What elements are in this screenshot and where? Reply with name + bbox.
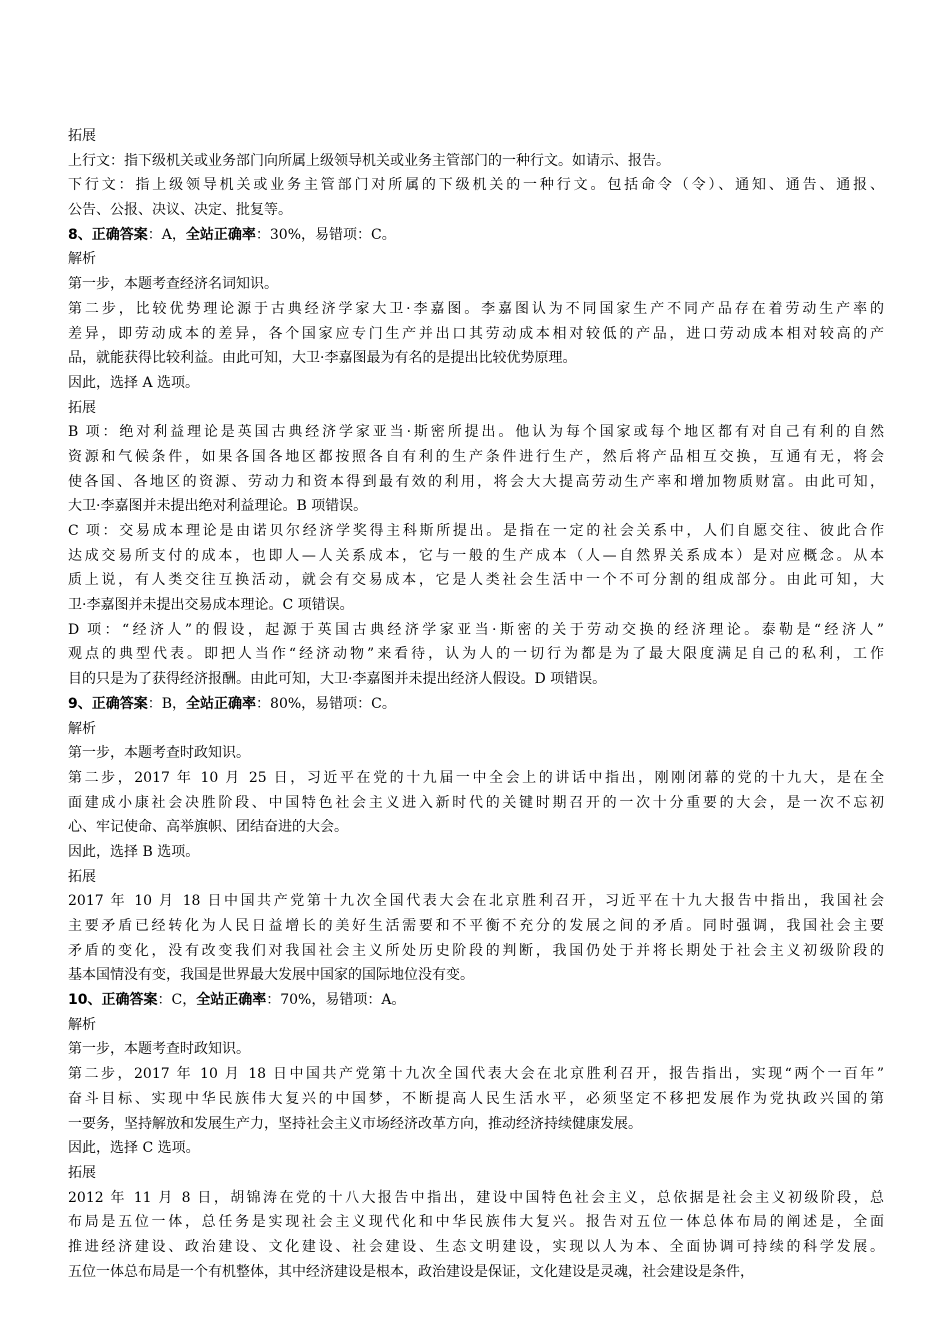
text-line: B 项：绝对利益理论是英国古典经济学家亚当·斯密所提出。他认为每个国家或每个地区都有对自己有利的自然: [68, 424, 884, 441]
text-line: 资源和气候条件，如果各国各地区都按照各自有利的生产条件进行生产，然后将产品相互交换，互通有无，将会: [68, 448, 884, 465]
paragraph: [68, 1062, 884, 1136]
paragraph: [68, 889, 884, 988]
text-line: 因此，选择 B 选项。: [68, 843, 200, 860]
paragraph: [68, 1037, 884, 1062]
answer-rate: ：70%，易错项：A。: [266, 992, 406, 1009]
answer-rate: ：80%，易错项：C。: [256, 695, 396, 712]
section-label: 解析: [68, 1016, 96, 1033]
section-label: 拓展: [68, 1164, 96, 1181]
text-line: 第二步，2017 年 10 月 25 日，习近平在党的十九届一中全会上的讲话中指出，刚刚闭幕的党的十九大，是在全: [68, 769, 884, 786]
section-label: 解析: [68, 720, 96, 737]
text-line: 矛盾的变化，没有改变我们对我国社会主义所处历史阶段的判断，我国仍处于并将长期处于社会主义初级阶段的: [68, 942, 884, 959]
paragraph: [68, 297, 884, 371]
paragraph: [68, 766, 884, 840]
text-line: 大卫·李嘉图并未提出绝对利益理论。B 项错误。: [68, 498, 368, 515]
section-label: 拓展: [68, 128, 96, 144]
text-line: 第二步，2017 年 10 月 18 日中国共产党第十九次全国代表大会在北京胜利召开，报告指出，实现“两个一百年”: [68, 1066, 884, 1083]
answer-answer: ：A，: [147, 226, 186, 243]
text-line: 差异，即劳动成本的差异，各个国家应专门生产并出口其劳动成本相对较低的产品，进口劳动成本相对较高的产: [68, 325, 884, 342]
answer-answer: ：C，: [157, 992, 197, 1009]
text-line: 推进经济建设、政治建设、文化建设、社会建设、生态文明建设，实现以人为本、全面协调可持续的科学发展。: [68, 1238, 884, 1255]
answer-num: 8、: [68, 226, 92, 243]
text-line: 上行文：指下级机关或业务部门向所属上级领导机关或业务主管部门的一种行文。如请示、报告。: [68, 152, 670, 169]
text-line: 质上说，有人类交往互换活动，就会有交易成本，它是人类社会生活中一个不可分割的组成部分。由此可知，大: [68, 572, 884, 589]
text-line: D 项：“经济人”的假设，起源于英国古典经济学家亚当·斯密的关于劳动交换的经济理论。泰勒是“经济人”: [68, 621, 884, 638]
text-line: 第一步，本题考查经济名词知识。: [68, 276, 278, 293]
text-line: 基本国情没有变，我国是世界最大发展中国家的国际地位没有变。: [68, 967, 474, 984]
section-label: 解析: [68, 251, 96, 268]
text-line: 布局是五位一体，总任务是实现社会主义现代化和中华民族伟大复兴。报告对五位一体总体布局的阐述是，全面: [68, 1214, 884, 1231]
answer-label-answer: 正确答案: [91, 695, 148, 712]
answer-header: [68, 988, 884, 1013]
paragraph: [68, 420, 884, 519]
answer-num: 10、: [68, 992, 102, 1009]
text-line: 因此，选择 A 选项。: [68, 374, 200, 391]
answer-num: 9、: [68, 695, 92, 712]
answer-label-rate: 全站正确率: [186, 695, 257, 712]
paragraph: [68, 371, 884, 396]
text-line: C 项：交易成本理论是由诺贝尔经济学奖得主科斯所提出。是指在一定的社会关系中，人们自愿交往、彼此合作: [68, 523, 884, 539]
text-line: 品，就能获得比较利益。由此可知，大卫·李嘉图最为有名的是提出比较优势原理。: [68, 350, 577, 367]
text-line: 第二步，比较优势理论源于古典经济学家大卫·李嘉图。李嘉图认为不同国家生产不同产品存在着劳动生产率的: [68, 300, 884, 317]
text-line: 面建成小康社会决胜阶段、中国特色社会主义进入新时代的关键时期召开的一次十分重要的大会，是一次不忘初: [68, 794, 884, 811]
answer-answer: ：B，: [147, 695, 187, 712]
text-line: 第一步，本题考查时政知识。: [68, 1041, 250, 1058]
paragraph: [68, 741, 884, 766]
answer-label-answer: 正确答案: [101, 992, 158, 1009]
text-line: 奋斗目标、实现中华民族伟大复兴的中国梦，不断提高人民生活水平，必须坚定不移把发展作为党执政兴国的第: [68, 1090, 884, 1107]
answer-header: [68, 692, 884, 717]
paragraph: [68, 1186, 884, 1285]
text-line: 因此，选择 C 选项。: [68, 1140, 200, 1157]
section-label: 拓展: [68, 868, 96, 885]
answer-header: [68, 223, 884, 248]
paragraph: [68, 519, 884, 618]
paragraph: [68, 840, 884, 865]
text-line: 一要务，坚持解放和发展生产力，坚持社会主义市场经济改革方向，推动经济持续健康发展。: [68, 1115, 642, 1132]
text-line: 2012 年 11 月 8 日，胡锦涛在党的十八大报告中指出，建设中国特色社会主义，总依据是社会主义初级阶段，总: [68, 1189, 884, 1206]
paragraph: [68, 1136, 884, 1161]
paragraph: [68, 272, 884, 297]
text-line: 主要矛盾已经转化为人民日益增长的美好生活需要和不平衡不充分的发展之间的矛盾。同时强调，我国社会主要: [68, 918, 884, 934]
document-body: [68, 124, 884, 1284]
paragraph: [68, 173, 884, 222]
text-line: 观点的典型代表。即把人当作“经济动物”来看待，认为人的一切行为都是为了最大限度满足自己的私利，工作: [68, 646, 884, 663]
answer-rate: ：30%，易错项：C。: [255, 226, 396, 243]
text-line: 卫·李嘉图并未提出交易成本理论。C 项错误。: [68, 597, 354, 614]
answer-label-rate: 全站正确率: [196, 992, 267, 1009]
paragraph: [68, 618, 884, 692]
text-line: 达成交易所支付的成本，也即人—人关系成本，它与一般的生产成本（人—自然界关系成本）是对应概念。从本: [68, 547, 884, 564]
paragraph: [68, 149, 884, 174]
text-line: 2017 年 10 月 18 日中国共产党第十九次全国代表大会在北京胜利召开，习近平在十九大报告中指出，我国社会: [68, 893, 884, 910]
text-line: 下行文：指上级领导机关或业务主管部门对所属的下级机关的一种行文。包括命令（令）、通知、通告、通报、: [68, 177, 884, 194]
text-line: 五位一体总布局是一个有机整体，其中经济建设是根本，政治建设是保证，文化建设是灵魂，社会建设是条件，: [68, 1263, 754, 1280]
text-line: 第一步，本题考查时政知识。: [68, 745, 250, 762]
text-line: 心、牢记使命、高举旗帜、团结奋进的大会。: [68, 819, 348, 836]
text-line: 公告、公报、决议、决定、批复等。: [68, 202, 292, 219]
answer-label-answer: 正确答案: [91, 226, 148, 243]
text-line: 目的只是为了获得经济报酬。由此可知，大卫·李嘉图并未提出经济人假设。D 项错误。: [68, 671, 607, 688]
section-label: 拓展: [68, 399, 96, 416]
answer-label-rate: 全站正确率: [185, 226, 256, 243]
text-line: 使各国、各地区的资源、劳动力和资本得到最有效的利用，将会大大提高劳动生产率和增加物质财富。由此可知，: [68, 473, 884, 490]
